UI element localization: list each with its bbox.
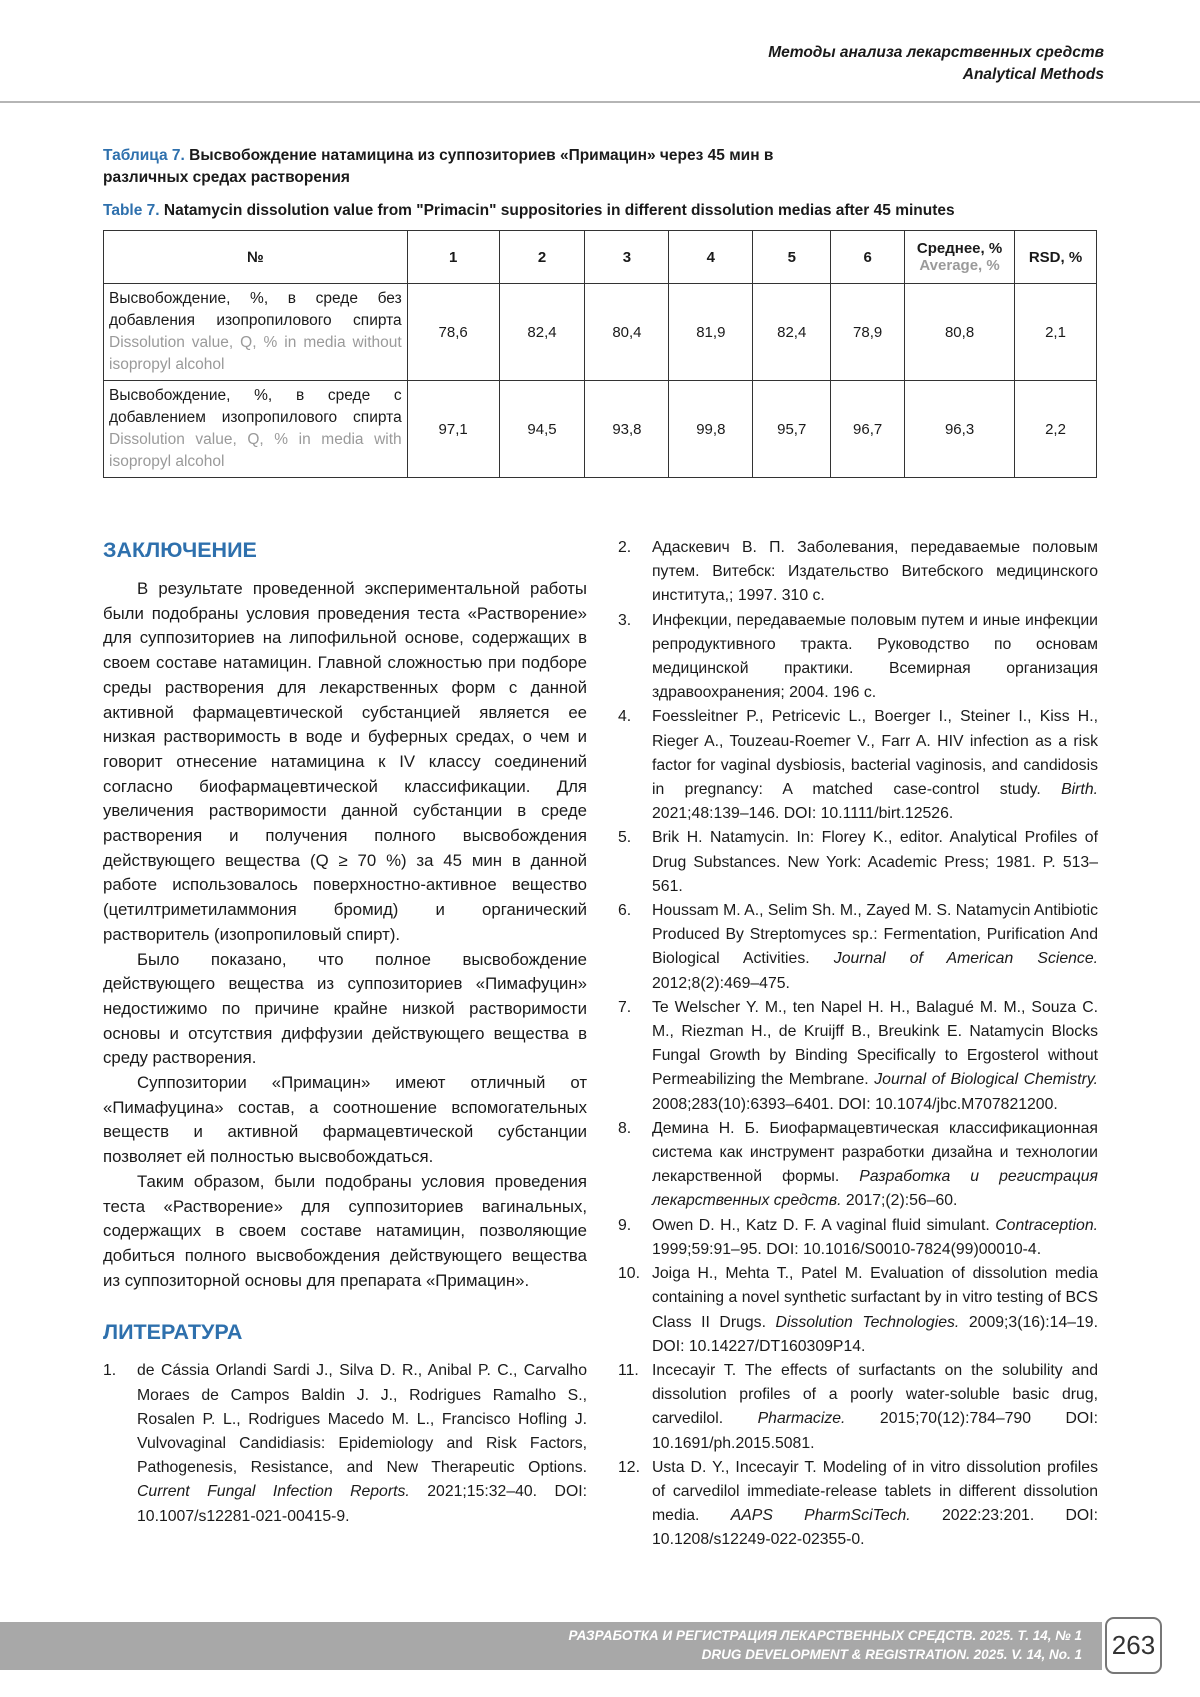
right-column [618,536,1098,1553]
reference-text: de Cássia Orlandi Sardi J., Silva D. R., Anibal P. C., Carvalho Moraes de Campos Baldin J. J., Rodrigues Ramalho S., Rosalen P. L., Rodrigues Macedo M. L., Francisco Hofling J. Vulvovaginal Candidiasis: Epidemiology and Risk Factors, Pathogenesis, Resistance, and New Therapeutic Options. [137,1362,587,1477]
row-label [104,284,408,381]
reference-details: 2017;(2):56–60. [841,1192,958,1210]
reference-details: 1999;59:91–95. DOI: 10.1016/S0010-7824(99)00010-4. [652,1240,1042,1258]
reference-number: 4. [618,708,632,726]
reference-text: Brik H. Natamycin. In: Florey K., editor. Analytical Profiles of Drug Substances. New York: Academic Press; 1981. P. 513–561. [652,829,1098,895]
table-caption-ru-text: Высвобождение натамицина из суппозиториев «Примацин» через 45 мин в различных средах растворения [103,147,774,186]
conclusion-paragraph: Было показано, что полное высвобождение действующего вещества из суппозиториев «Пимафуцин» недостижимо по причине крайне низкой растворимости основы и отсутствия диффузии действующего вещества в среду растворения. [103,949,587,1068]
reference-journal: Birth. [1061,781,1098,799]
cell-value: 93,8 [585,381,669,478]
reference-number: 12. [618,1458,640,1476]
reference-details: 2021;15:32–40. DOI: 10.1007/s12281-021-00415-9. [137,1483,588,1525]
table-caption-ru [103,145,863,189]
cell-value: 80,4 [585,284,669,381]
header-average-ru: Среднее, % [916,240,1003,257]
reference-number: 8. [618,1119,632,1137]
cell-rsd: 2,2 [1015,381,1097,478]
reference-journal: AAPS PharmSciTech. [730,1507,911,1525]
conclusion-paragraph: Таким образом, были подобраны условия проведения теста «Растворение» для суппозиториев вагинальных, содержащих в своем составе натамицин, позволяющие добиться полного высвобождения действующего вещества из суппозиторной основы для препарата «Примацин». [103,1171,587,1290]
table-header-row [104,231,1097,284]
reference-list-left [103,1359,587,1528]
reference-number: 10. [618,1265,640,1283]
reference-text: Incecayir T. The effects of surfactants on the solubility and dissolution profiles of a poorly water-soluble basic drug, carvedilol. [652,1361,1098,1428]
page-number: 263 [1105,1617,1162,1674]
table-row [104,284,1097,381]
reference-text: Joiga H., Mehta T., Patel M. Evaluation of dissolution media containing a novel synthetic surfactant by in vitro testing of BCS Class II Drugs. [652,1265,1098,1331]
table-row [104,381,1097,478]
header-average [905,231,1015,284]
cell-value: 78,9 [831,284,905,381]
reference-item [618,826,1098,899]
reference-item [618,1359,1098,1456]
reference-details: 2015;70(12):784–790 DOI: 10.1691/ph.2015.5081. [652,1410,1098,1452]
header-sample-3: 3 [585,231,669,284]
left-column [103,535,587,1529]
reference-item [618,609,1098,706]
reference-details: 2008;283(10):6393–6401. DOI: 10.1074/jbc.M707821200. [652,1095,1058,1113]
cell-value: 97,1 [407,381,499,478]
reference-number: 7. [618,998,632,1016]
running-head [768,42,1104,86]
cell-value: 81,9 [669,284,753,381]
cell-value: 99,8 [669,381,753,478]
row-label-en: Dissolution value, Q, % in media without isopropyl alcohol [109,334,402,373]
reference-text: Инфекции, передаваемые половым путем и иные инфекции репродуктивного тракта. Руководство по основам медицинской практики. Всемирная организация здравоохранения; 2004. 196 с. [652,611,1098,702]
dissolution-table [103,230,1097,478]
reference-number: 2. [618,539,632,556]
row-label-ru: Высвобождение, %, в среде с добавлением изопропилового спирта [109,387,402,426]
reference-journal: Current Fungal Infection Reports. [137,1483,410,1501]
reference-journal: Dissolution Technologies. [775,1313,960,1331]
reference-number: 1. [103,1362,117,1380]
footer-journal-en: DRUG DEVELOPMENT & REGISTRATION. 2025. V. 14, No. 1 [701,1647,1082,1662]
reference-journal: Journal of Biological Chemistry. [874,1071,1098,1089]
row-label-en: Dissolution value, Q, % in media with isopropyl alcohol [109,431,402,470]
reference-item [618,1214,1098,1262]
header-divider [0,101,1200,103]
header-sample-4: 4 [669,231,753,284]
footer-journal-ru: РАЗРАБОТКА И РЕГИСТРАЦИЯ ЛЕКАРСТВЕННЫХ СРЕДСТВ. 2025. Т. 14, № 1 [568,1628,1082,1643]
reference-text: Te Welscher Y. M., ten Napel H. H., Balagué M. M., Souza C. M., Riezman H., de Kruijff B., Breukink E. Natamycin Blocks Fungal Growth by Binding Specifically to Ergosterol without Permeabilizing the Membrane. [652,998,1098,1089]
header-average-en: Average, % [919,257,1000,274]
reference-item [618,1456,1098,1553]
cell-rsd: 2,1 [1015,284,1097,381]
reference-details: 2021;48:139–146. DOI: 10.1111/birt.12526. [652,805,954,823]
header-sample-1: 1 [407,231,499,284]
table-caption-ru-label: Таблица 7. [103,147,185,164]
reference-item [618,1262,1098,1359]
reference-text: Адаскевич В. П. Заболевания, передаваемые половым путем. Витебск: Издательство Витебского медицинского института,; 1997. 310 с. [652,539,1098,605]
literature-heading: ЛИТЕРАТУРА [103,1320,243,1345]
reference-number: 3. [618,611,632,629]
reference-list-right [618,536,1098,1553]
reference-number: 5. [618,829,632,847]
row-label [104,381,408,478]
table-caption-en-text: Natamycin dissolution value from "Primacin" suppositories in different dissolution medias after 45 minutes [163,202,955,219]
reference-text: Usta D. Y., Incecayir T. Modeling of in vitro dissolution profiles of carvedilol immediate-release tablets in different dissolution media. [652,1458,1098,1525]
header-sample-2: 2 [499,231,585,284]
reference-journal: Разработка и регистрация лекарственных средств. [652,1168,1098,1210]
header-sample-6: 6 [831,231,905,284]
conclusion-paragraph: В результате проведенной экспериментальной работы были подобраны условия проведения теста «Растворение» для суппозиториев на липофильной основе, содержащих в своем составе натамицин. Главной сложностью при подборе среды растворения для лекарственных форм с данной активной фармацевтической субстанцией является ее низкая растворимость в воде и буферных средах, о чем и говорит отнесение натамицина к IV классу соединений согласно биофармацевтической классификации. Для увеличения растворимости данной субстанции в среде растворения и получения полного высвобождения действующего вещества (Q ≥ 70 %) за 45 мин в данной работе использовалось поверхностно-активное вещество (цетилтриметиламмония бромид) и органический растворитель (изопропиловый спирт). [103,579,587,944]
reference-number: 9. [618,1216,632,1234]
reference-journal: Journal of American Science. [833,950,1099,968]
reference-details: 2012;8(2):469–475. [652,974,790,992]
row-label-ru: Высвобождение, %, в среде без добавления изопропилового спирта [109,290,402,329]
running-head-ru: Методы анализа лекарственных средств [768,44,1104,61]
reference-item [618,1117,1098,1214]
reference-details: 2009;3(16):14–19. DOI: 10.14227/DT160309P14. [652,1313,1098,1355]
conclusion-heading: ЗАКЛЮЧЕНИЕ [103,538,257,562]
table-caption-en-label: Table 7. [103,202,160,219]
cell-value: 78,6 [407,284,499,381]
reference-journal: Pharmacize. [757,1410,846,1428]
cell-value: 82,4 [499,284,585,381]
reference-details: 2022:23:201. DOI: 10.1208/s12249-022-02355-0. [652,1507,1098,1549]
reference-item [103,1359,587,1528]
reference-text: Демина Н. Б. Биофармацевтическая классификационная система как инструмент разработки дизайна и технологии лекарственной формы. [652,1119,1098,1186]
reference-text: Owen D. H., Katz D. F. A vaginal fluid simulant. [652,1216,996,1234]
cell-value: 94,5 [499,381,585,478]
reference-item [618,536,1098,609]
reference-journal: Contraception. [995,1216,1098,1234]
reference-text: Houssam M. A., Selim Sh. M., Zayed M. S. Natamycin Antibiotic Produced By Streptomyces sp.: Fermentation, Purification And Biological Activities. [652,902,1098,968]
reference-number: 6. [618,902,632,920]
cell-average: 96,3 [905,381,1015,478]
reference-item [618,996,1098,1117]
conclusion-paragraph: Суппозитории «Примацин» имеют отличный от «Пимафуцина» состав, а соотношение вспомогательных веществ и активной фармацевтической субстанции позволяет ей полностью высвобождаться. [103,1073,587,1167]
header-num: № [104,231,408,284]
reference-text: Foessleitner P., Petricevic L., Boerger I., Steiner I., Kiss H., Rieger A., Touzeau-Roemer V., Farr A. HIV infection as a risk factor for vaginal dysbiosis, bacterial vaginosis, and candidosis in pregnancy: A matched case-control study. [652,708,1098,799]
reference-item [618,705,1098,826]
cell-value: 82,4 [753,284,831,381]
table-caption-en [103,200,1103,222]
cell-average: 80,8 [905,284,1015,381]
footer-journal [569,1626,1082,1664]
header-rsd: RSD, % [1015,231,1097,284]
running-head-en: Analytical Methods [962,66,1104,83]
header-sample-5: 5 [753,231,831,284]
reference-item [618,899,1098,996]
reference-number: 11. [618,1361,639,1379]
cell-value: 95,7 [753,381,831,478]
cell-value: 96,7 [831,381,905,478]
